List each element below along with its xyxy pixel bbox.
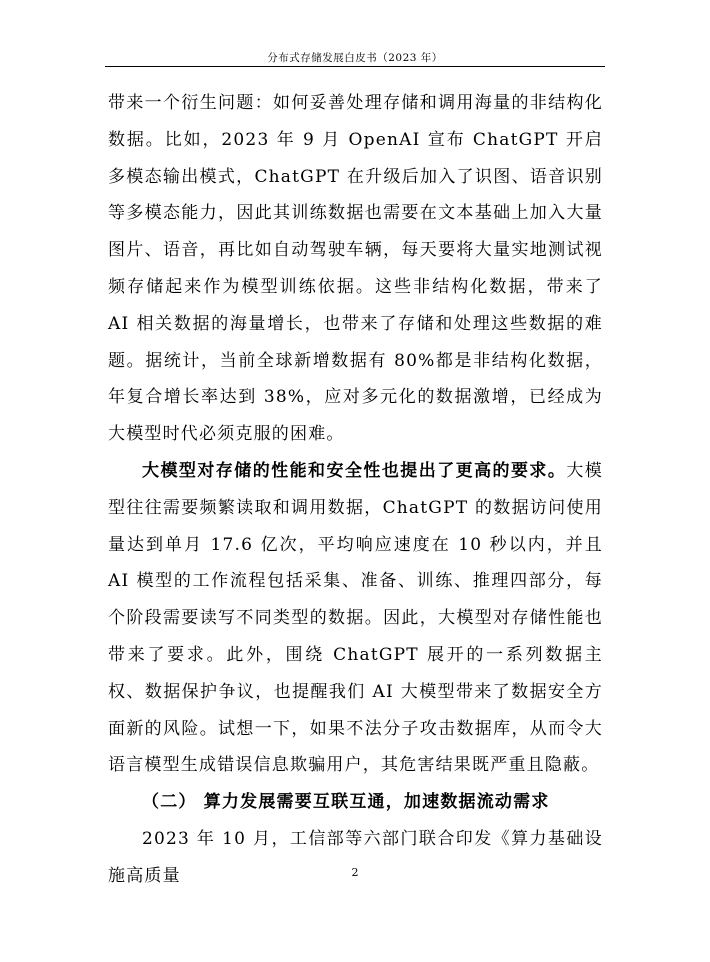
- section-heading: （二） 算力发展需要互联互通，加速数据流动需求: [142, 792, 550, 813]
- paragraph-body-text: 大模型往往需要频繁读取和调用数据，ChatGPT 的数据访问使用量达到单月 17.6 亿次，平均响应速度在 10 秒以内，并且 AI 模型的工作流程包括采集、准备、训练、推理四部分，每个阶段需要读写不同类型的数据。因此，大模型对存储性能也带来了要求。此外，围绕 ChatGPT 展开的一系列数据主权、数据保护争议，也提醒我们 AI 大模型带来了数据安全方面新的风险。试想一下，如果不法分子攻击数据库，从而令大语言模型生成错误信息欺骗用户，其危害结果既严重且隐蔽。: [108, 460, 603, 776]
- paragraph-policy: 2023 年 10 月，工信部等六部门联合印发《算力基础设施高质量: [108, 828, 603, 886]
- page-number: 2: [351, 866, 359, 879]
- header-title: 分布式存储发展白皮书（2023 年）: [267, 52, 443, 64]
- page-header: [105, 42, 605, 67]
- paragraph-storage-requirements: [108, 453, 603, 784]
- paragraph-lead-sentence: 大模型对存储的性能和安全性也提出了更高的要求。: [142, 460, 567, 481]
- paragraph-unstructured-data: 带来一个衍生问题：如何妥善处理存储和调用海量的非结构化数据。比如，2023 年 9 月 OpenAI 宣布 ChatGPT 开启多模态输出模式，ChatGPT 在升级后加入了识图、语音识别等多模态能力，因此其训练数据也需要在文本基础上加入大量图片、语音，再比如自动驾驶车辆，每天要将大量实地测试视频存储起来作为模型训练依据。这些非结构化数据，带来了 AI 相关数据的海量增长，也带来了存储和处理这些数据的难题。据统计，当前全球新增数据有 80%都是非结构化数据，年复合增长率达到 38%，应对多元化的数据激增，已经成为大模型时代必须克服的困难。: [108, 93, 603, 445]
- document-body: [108, 85, 603, 895]
